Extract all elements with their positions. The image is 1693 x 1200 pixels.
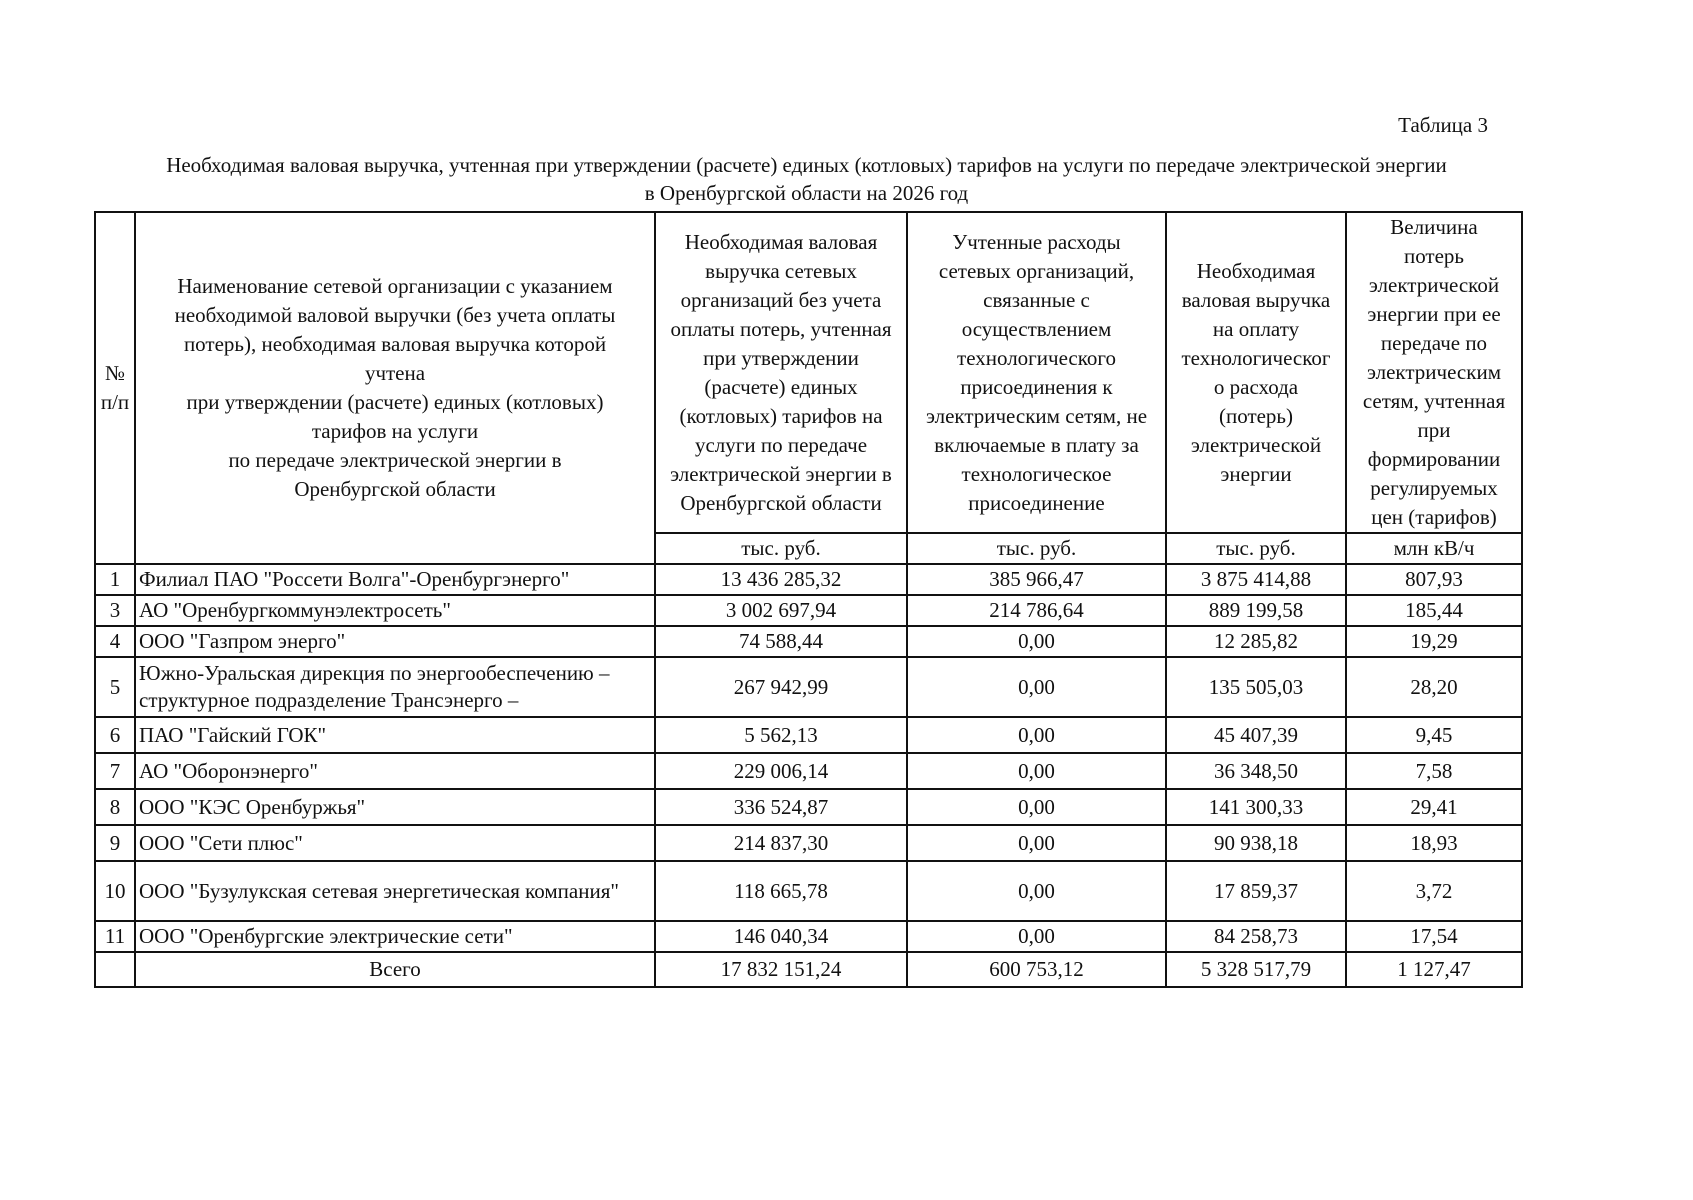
- column-header-tech-connection-costs: Учтенные расходы сетевых организаций, связанные с осуществлением технологического присоединения к электрическим сетям, не включаемые в плату за технологическое присоединение: [907, 212, 1166, 533]
- gross-revenue-value: 118 665,78: [655, 861, 907, 921]
- loss-volume-value: 807,93: [1346, 564, 1522, 595]
- loss-volume-value: 9,45: [1346, 717, 1522, 753]
- gross-revenue-value: 74 588,44: [655, 626, 907, 657]
- loss-volume-value: 7,58: [1346, 753, 1522, 789]
- table-row: [95, 789, 1522, 825]
- table-row: [95, 595, 1522, 626]
- document-title-line-2: в Оренбургской области на 2026 год: [644, 181, 969, 205]
- organization-name: ПАО "Гайский ГОК": [135, 717, 655, 753]
- row-number: 3: [95, 595, 135, 626]
- organization-name: Южно-Уральская дирекция по энергообеспечению – структурное подразделение Трансэнерго –: [135, 657, 655, 717]
- loss-payment-value: 36 348,50: [1166, 753, 1346, 789]
- tech-connection-costs-value: 385 966,47: [907, 564, 1166, 595]
- loss-payment-value: 90 938,18: [1166, 825, 1346, 861]
- tech-connection-costs-value: 0,00: [907, 657, 1166, 717]
- row-number: 10: [95, 861, 135, 921]
- total-loss-volume: 1 127,47: [1346, 952, 1522, 987]
- loss-payment-value: 45 407,39: [1166, 717, 1346, 753]
- row-number: 6: [95, 717, 135, 753]
- loss-volume-value: 17,54: [1346, 921, 1522, 952]
- organization-name: ООО "Оренбургские электрические сети": [135, 921, 655, 952]
- organization-name: ООО "КЭС Оренбуржья": [135, 789, 655, 825]
- tariff-revenue-table: [94, 211, 1523, 988]
- organization-name: ООО "Бузулукская сетевая энергетическая компания": [135, 861, 655, 921]
- loss-payment-value: 3 875 414,88: [1166, 564, 1346, 595]
- gross-revenue-value: 3 002 697,94: [655, 595, 907, 626]
- tech-connection-costs-value: 0,00: [907, 753, 1166, 789]
- table-row: [95, 657, 1522, 717]
- column-header-loss-volume: Величина потерь электрической энергии при ее передаче по электрическим сетям, учтенная при формировании регулируемых цен (тарифов): [1346, 212, 1522, 533]
- loss-volume-value: 29,41: [1346, 789, 1522, 825]
- table-row: [95, 717, 1522, 753]
- table-row: [95, 921, 1522, 952]
- gross-revenue-value: 5 562,13: [655, 717, 907, 753]
- row-number: 1: [95, 564, 135, 595]
- table-body: [95, 564, 1522, 987]
- tech-connection-costs-value: 0,00: [907, 717, 1166, 753]
- loss-volume-value: 18,93: [1346, 825, 1522, 861]
- unit-loss-payment-revenue: тыс. руб.: [1166, 533, 1346, 564]
- tech-connection-costs-value: 214 786,64: [907, 595, 1166, 626]
- table-row: [95, 861, 1522, 921]
- total-row-number-cell: [95, 952, 135, 987]
- document-title-line-1: Необходимая валовая выручка, учтенная при утверждении (расчете) единых (котловых) тарифов на услуги по передаче электрической энергии: [166, 153, 1447, 177]
- total-gross-revenue: 17 832 151,24: [655, 952, 907, 987]
- row-number: 5: [95, 657, 135, 717]
- total-row: [95, 952, 1522, 987]
- loss-payment-value: 17 859,37: [1166, 861, 1346, 921]
- row-number: 9: [95, 825, 135, 861]
- total-loss-payment: 5 328 517,79: [1166, 952, 1346, 987]
- row-number: 7: [95, 753, 135, 789]
- column-header-loss-payment-revenue: Необходимая валовая выручка на оплату технологическог о расхода (потерь) электрической энергии: [1166, 212, 1346, 533]
- tech-connection-costs-value: 0,00: [907, 789, 1166, 825]
- tech-connection-costs-value: 0,00: [907, 861, 1166, 921]
- loss-payment-value: 889 199,58: [1166, 595, 1346, 626]
- row-number: 4: [95, 626, 135, 657]
- gross-revenue-value: 13 436 285,32: [655, 564, 907, 595]
- total-label: Всего: [135, 952, 655, 987]
- organization-name: Филиал ПАО "Россети Волга"-Оренбургэнерго": [135, 564, 655, 595]
- loss-volume-value: 3,72: [1346, 861, 1522, 921]
- loss-volume-value: 19,29: [1346, 626, 1522, 657]
- organization-name: ООО "Сети плюс": [135, 825, 655, 861]
- gross-revenue-value: 214 837,30: [655, 825, 907, 861]
- loss-payment-value: 135 505,03: [1166, 657, 1346, 717]
- table-row: [95, 825, 1522, 861]
- unit-tech-connection-costs: тыс. руб.: [907, 533, 1166, 564]
- unit-gross-revenue: тыс. руб.: [655, 533, 907, 564]
- gross-revenue-value: 146 040,34: [655, 921, 907, 952]
- tech-connection-costs-value: 0,00: [907, 825, 1166, 861]
- total-tech-connection-costs: 600 753,12: [907, 952, 1166, 987]
- loss-volume-value: 28,20: [1346, 657, 1522, 717]
- organization-name: АО "Оренбургкоммунэлектросеть": [135, 595, 655, 626]
- column-header-number: № п/п: [95, 212, 135, 564]
- header-row: [95, 212, 1522, 533]
- tech-connection-costs-value: 0,00: [907, 921, 1166, 952]
- column-header-organization-name: Наименование сетевой организации с указанием необходимой валовой выручки (без учета оплаты потерь), необходимая валовая выручка которой учтена при утверждении (расчете) единых (котловых) тарифов на услуги по передаче электрической энергии в Оренбургской области: [135, 212, 655, 564]
- unit-loss-volume: млн кВ/ч: [1346, 533, 1522, 564]
- loss-volume-value: 185,44: [1346, 595, 1522, 626]
- row-number: 8: [95, 789, 135, 825]
- gross-revenue-value: 267 942,99: [655, 657, 907, 717]
- loss-payment-value: 141 300,33: [1166, 789, 1346, 825]
- column-header-gross-revenue: Необходимая валовая выручка сетевых организаций без учета оплаты потерь, учтенная при утверждении (расчете) единых (котловых) тарифов на услуги по передаче электрической энергии в Оренбургской области: [655, 212, 907, 533]
- table-row: [95, 626, 1522, 657]
- table-number-label: Таблица 3: [1398, 113, 1488, 137]
- table-header: [95, 212, 1522, 564]
- table-row: [95, 753, 1522, 789]
- loss-payment-value: 12 285,82: [1166, 626, 1346, 657]
- tech-connection-costs-value: 0,00: [907, 626, 1166, 657]
- organization-name: АО "Оборонэнерго": [135, 753, 655, 789]
- document-title: [60, 151, 1553, 207]
- gross-revenue-value: 336 524,87: [655, 789, 907, 825]
- row-number: 11: [95, 921, 135, 952]
- gross-revenue-value: 229 006,14: [655, 753, 907, 789]
- loss-payment-value: 84 258,73: [1166, 921, 1346, 952]
- organization-name: ООО "Газпром энерго": [135, 626, 655, 657]
- table-row: [95, 564, 1522, 595]
